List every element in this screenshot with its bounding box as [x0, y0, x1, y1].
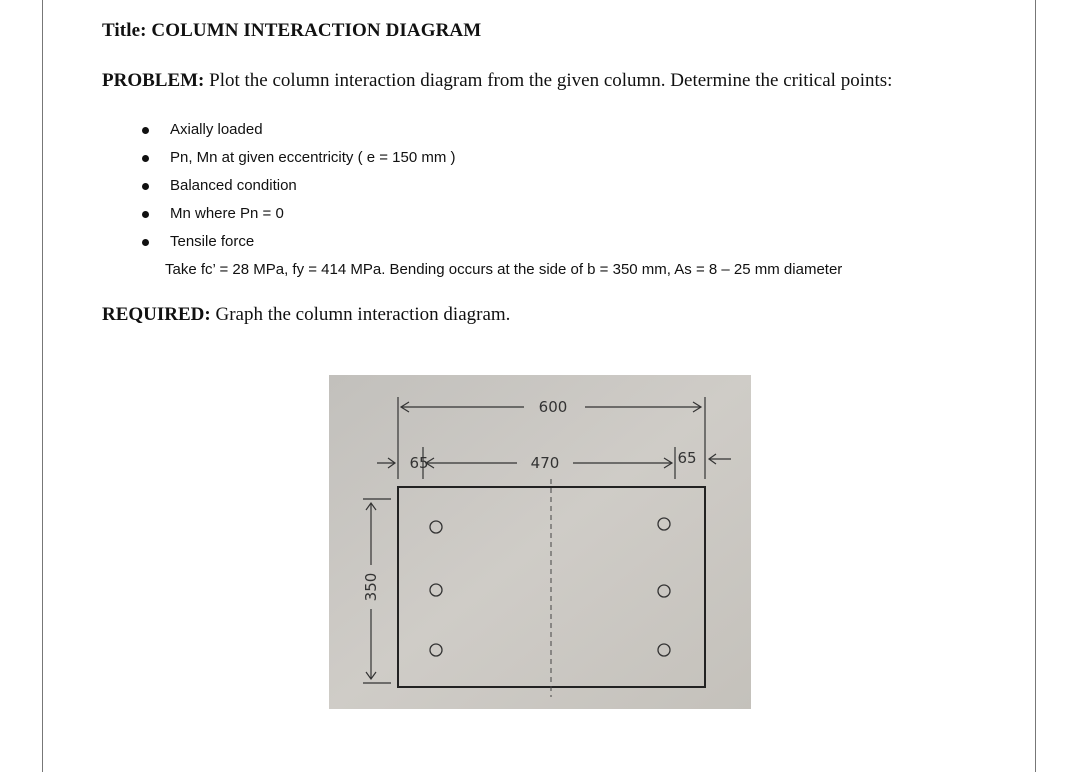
photo-background: [329, 375, 751, 709]
list-item-text: Mn where Pn = 0: [170, 205, 284, 222]
dim-label-65-left: 65: [409, 454, 429, 472]
required-statement: [102, 304, 510, 326]
bullet-icon: [142, 155, 149, 162]
list-item: [140, 146, 456, 174]
problem-label: PROBLEM:: [102, 70, 205, 91]
list-item: [140, 230, 456, 258]
bullet-icon: [142, 183, 149, 190]
required-label: REQUIRED:: [102, 304, 211, 325]
dim-label-470: 470: [530, 454, 560, 472]
bullet-icon: [142, 211, 149, 218]
problem-text: Plot the column interaction diagram from the given column. Determine the critical points:: [204, 70, 893, 91]
list-item-text: Pn, Mn at given eccentricity ( e = 150 mm ): [170, 149, 456, 166]
list-item-text: Balanced condition: [170, 177, 297, 194]
dim-label-350: 350: [362, 572, 380, 602]
dim-label-600: 600: [538, 398, 568, 416]
critical-points-list: [140, 118, 456, 258]
list-item-text: Axially loaded: [170, 121, 263, 138]
dim-label-65-right: 65: [677, 449, 697, 467]
bullet-icon: [142, 127, 149, 134]
problem-statement: [102, 70, 982, 92]
column-section-drawing: [329, 375, 751, 709]
list-item: [140, 174, 456, 202]
given-data: Take fc’ = 28 MPa, fy = 414 MPa. Bending occurs at the side of b = 350 mm, As = 8 – 25 mm diameter: [165, 261, 843, 278]
required-text: Graph the column interaction diagram.: [210, 304, 511, 325]
list-item-text: Tensile force: [170, 233, 255, 250]
list-item: [140, 202, 456, 230]
document-title: Title: COLUMN INTERACTION DIAGRAM: [102, 20, 482, 41]
bullet-icon: [142, 239, 149, 246]
list-item: [140, 118, 456, 146]
column-section-figure: [329, 375, 751, 709]
